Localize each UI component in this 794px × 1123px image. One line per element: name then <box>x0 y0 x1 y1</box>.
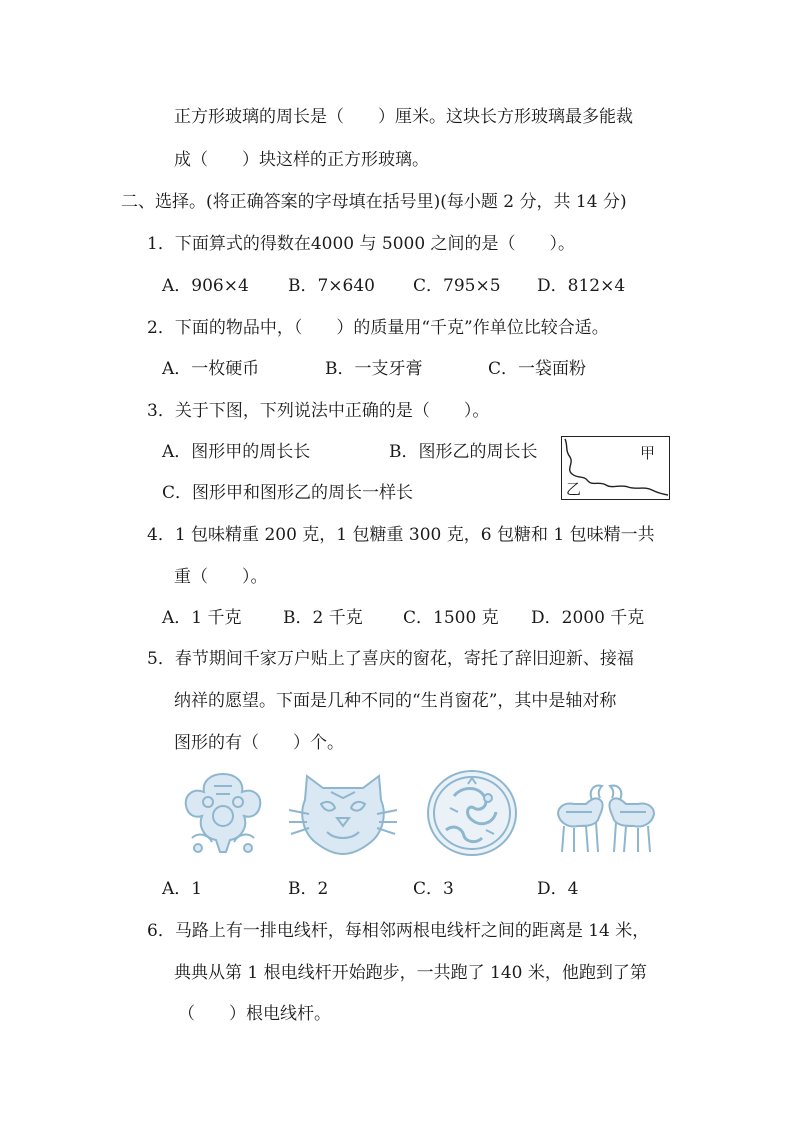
question-stem: 2．下面的物品中，（ ）的质量用“千克”作单位比较合适。 <box>147 318 609 338</box>
option-b: B．一支牙膏 <box>325 359 423 379</box>
option-b: B．7×640 <box>288 276 376 296</box>
option-a: A．1 千克 <box>162 608 242 628</box>
figure-label-jia: 甲 <box>640 444 656 462</box>
option-a: A．一枚硬币 <box>162 359 260 379</box>
question-stem: 纳祥的愿望。下面是几种不同的“生肖窗花”，其中是轴对称 <box>174 691 617 711</box>
option-a: A．906×4 <box>162 276 249 296</box>
mouse-paper-cut-image <box>178 768 268 858</box>
option-b: B．2 千克 <box>283 608 363 628</box>
tiger-paper-cut-image <box>287 770 399 856</box>
question-stem: 图形的有（ ）个。 <box>174 733 344 753</box>
option-a: A．1 <box>162 879 203 899</box>
section-heading: 二、选择。(将正确答案的字母填在括号里)(每小题 2 分，共 14 分) <box>121 192 627 212</box>
question-stem: 6．马路上有一排电线杆，每相邻两根电线杆之间的距离是 14 米， <box>147 921 650 941</box>
question-stem: 1．下面算式的得数在4000 与 5000 之间的是（ ）。 <box>147 234 576 254</box>
question-stem: 3．关于下图，下列说法中正确的是（ ）。 <box>147 401 490 421</box>
dragon-paper-cut-image <box>424 768 520 858</box>
question-stem: 典典从第 1 根电线杆开始跑步，一共跑了 140 米，他跑到了第 <box>174 963 647 983</box>
fill-blank-text: 正方形玻璃的周长是（ ）厘米。这块长方形玻璃最多能裁 <box>174 107 633 127</box>
question-stem: （ ）根电线杆。 <box>178 1004 331 1024</box>
option-c: C．795×5 <box>413 276 501 296</box>
question-stem: 4．1 包味精重 200 克，1 包糖重 300 克，6 包糖和 1 包味精一共 <box>147 525 655 545</box>
option-c: C．1500 克 <box>403 608 499 628</box>
option-b: B．2 <box>288 879 329 899</box>
option-d: D．812×4 <box>537 276 626 296</box>
option-a: A．图形甲的周长长 <box>162 442 311 462</box>
option-c: C．图形甲和图形乙的周长一样长 <box>162 483 414 503</box>
perimeter-figure <box>561 436 670 500</box>
option-d: D．4 <box>537 879 579 899</box>
option-c: C．3 <box>413 879 454 899</box>
option-c: C．一袋面粉 <box>488 359 587 379</box>
fill-blank-text: 成（ ）块这样的正方形玻璃。 <box>174 150 429 170</box>
question-stem: 重（ ）。 <box>174 567 268 587</box>
option-b: B．图形乙的周长长 <box>389 442 538 462</box>
goats-paper-cut-image <box>552 780 660 856</box>
figure-label-yi: 乙 <box>566 480 582 498</box>
option-d: D．2000 千克 <box>531 608 645 628</box>
question-stem: 5．春节期间千家万户贴上了喜庆的窗花，寄托了辞旧迎新、接福 <box>147 649 634 669</box>
